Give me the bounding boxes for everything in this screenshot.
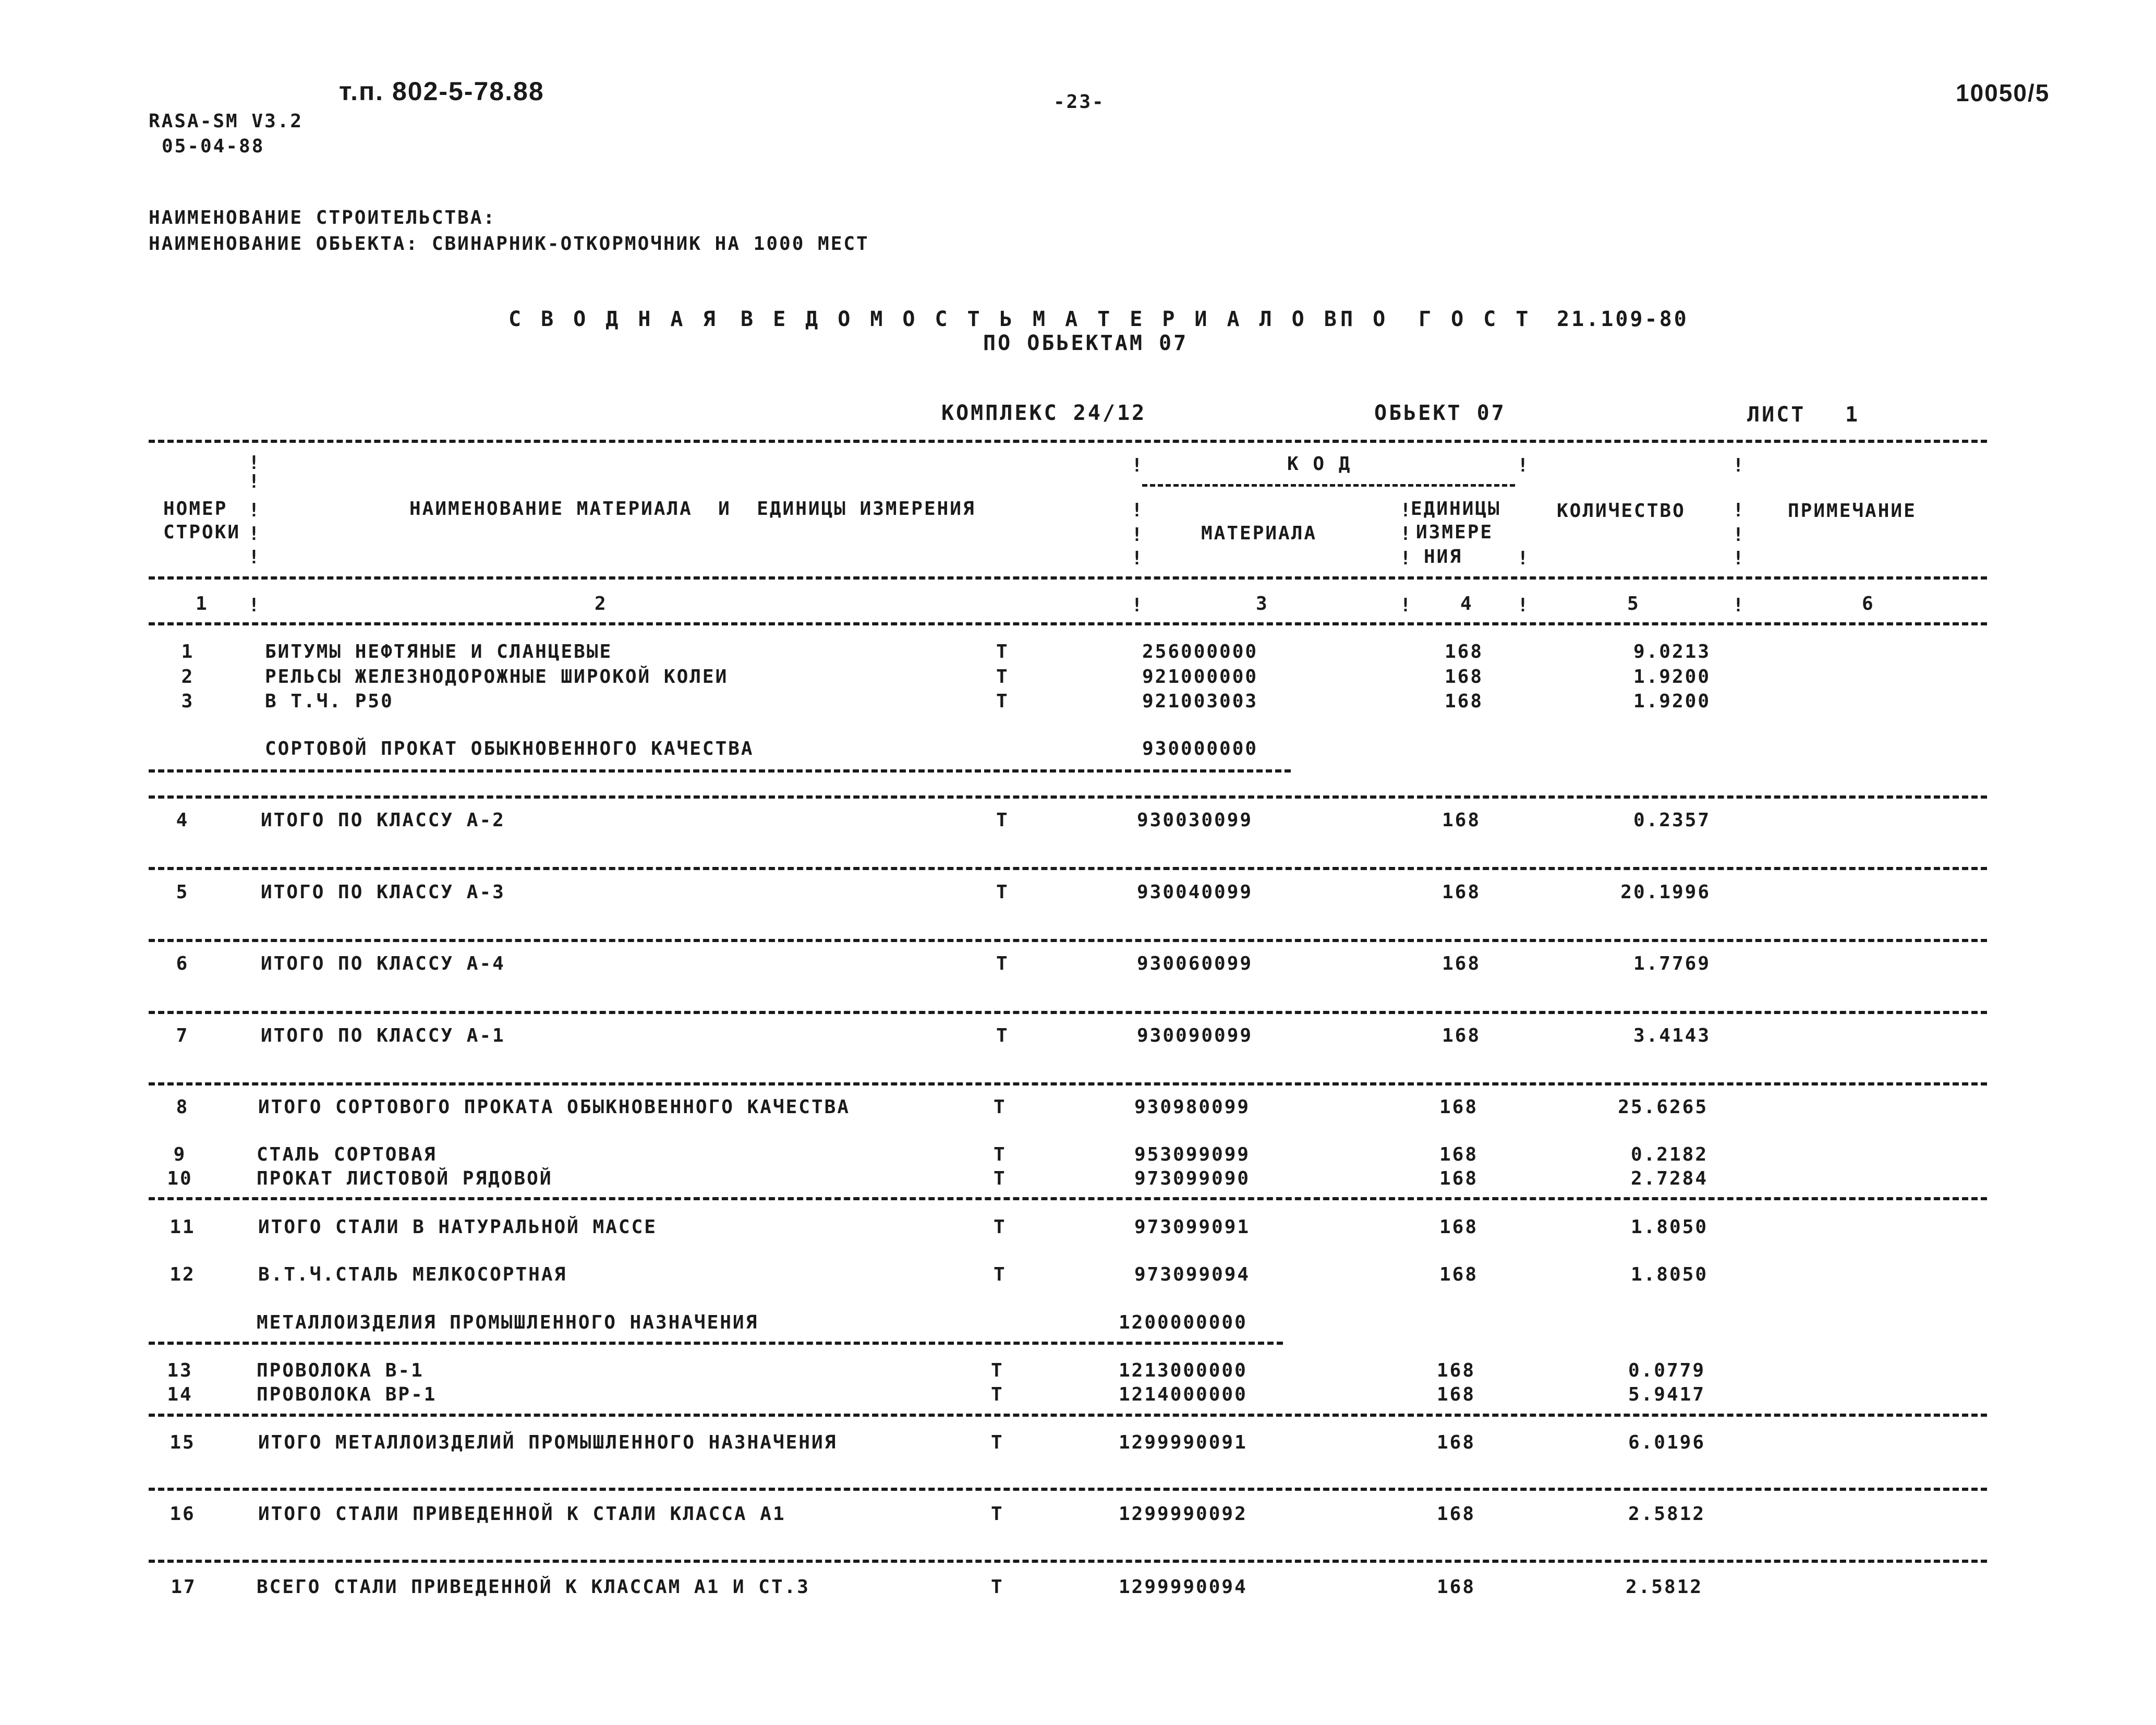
row-quantity: 20.1996 bbox=[1620, 882, 1711, 903]
system-version: RASA-SM V3.2 bbox=[149, 111, 304, 132]
row-measure-unit: Т bbox=[996, 691, 1009, 712]
title-word-4: ПО bbox=[1340, 307, 1406, 331]
row-unit-code: 168 bbox=[1439, 1216, 1479, 1238]
row-quantity: 0.0779 bbox=[1628, 1360, 1705, 1381]
row-material-name: ИТОГО ПО КЛАССУ А-1 bbox=[261, 1025, 505, 1046]
row-number: 15 bbox=[169, 1432, 196, 1453]
section-rule bbox=[149, 769, 1291, 773]
row-measure-unit: Т bbox=[996, 882, 1009, 903]
row-measure-unit: Т bbox=[994, 1168, 1007, 1189]
row-material-code: 973099091 bbox=[1134, 1216, 1251, 1238]
row-quantity: 0.2182 bbox=[1630, 1144, 1708, 1165]
row-material-name: ИТОГО ПО КЛАССУ А-4 bbox=[261, 953, 505, 974]
page-number: -23- bbox=[1053, 91, 1105, 113]
row-number: 16 bbox=[169, 1503, 196, 1525]
row-unit-code: 168 bbox=[1437, 1360, 1476, 1381]
row-measure-unit: Т bbox=[991, 1360, 1004, 1381]
row-measure-unit: Т bbox=[994, 1264, 1007, 1285]
row-number: 12 bbox=[169, 1264, 196, 1285]
title-word-3: МАТЕРИАЛОВ bbox=[1033, 307, 1356, 331]
row-quantity: 5.9417 bbox=[1628, 1384, 1705, 1405]
section-rule bbox=[149, 1488, 1987, 1491]
separator-mark: ! bbox=[248, 523, 260, 545]
row-material-name: ПРОВОЛОКА В-1 bbox=[257, 1360, 424, 1381]
row-number: 17 bbox=[171, 1576, 197, 1598]
row-material-name: ПРОКАТ ЛИСТОВОЙ РЯДОВОЙ bbox=[257, 1168, 553, 1189]
sheet-code: 10050/5 bbox=[1956, 79, 2050, 106]
title-word-1: СВОДНАЯ bbox=[508, 307, 735, 331]
row-quantity: 9.0213 bbox=[1633, 641, 1711, 662]
row-measure-unit: Т bbox=[994, 1144, 1007, 1165]
row-number: 3 bbox=[181, 691, 195, 712]
separator-mark: ! bbox=[248, 547, 260, 568]
row-measure-unit: Т bbox=[996, 810, 1009, 831]
row-number: 4 bbox=[176, 810, 189, 831]
row-material-name: В Т.Ч. Р50 bbox=[265, 691, 394, 712]
section-rule bbox=[149, 1342, 1283, 1345]
col-unit-line3: НИЯ bbox=[1424, 546, 1463, 568]
col-unit-line2: ИЗМЕРЕ bbox=[1416, 522, 1494, 543]
separator-mark: ! bbox=[1400, 548, 1411, 569]
row-number: 7 bbox=[176, 1025, 189, 1046]
separator-mark: ! bbox=[1517, 548, 1529, 569]
col-num-6: 6 bbox=[1862, 593, 1875, 614]
row-measure-unit: Т bbox=[991, 1576, 1004, 1598]
row-material-code: 1214000000 bbox=[1119, 1384, 1247, 1405]
row-material-code: 921003003 bbox=[1142, 691, 1258, 712]
table-top-rule bbox=[149, 440, 1987, 443]
section-rule bbox=[149, 1082, 1987, 1085]
row-material-code: 953099099 bbox=[1134, 1144, 1251, 1165]
row-material-code: 1299990094 bbox=[1119, 1576, 1247, 1598]
section-rule bbox=[149, 867, 1987, 870]
row-material-name: ИТОГО СОРТОВОГО ПРОКАТА ОБЫКНОВЕННОГО КАЧЕСТВА bbox=[258, 1096, 850, 1118]
col-row-no-line1: НОМЕР bbox=[163, 498, 228, 520]
row-unit-code: 168 bbox=[1439, 1096, 1479, 1118]
row-number: 1 bbox=[181, 641, 195, 662]
object-number: ОБЬЕКТ 07 bbox=[1374, 401, 1506, 425]
row-material-name: ИТОГО СТАЛИ В НАТУРАЛЬНОЙ МАССЕ bbox=[258, 1216, 657, 1238]
row-number: 6 bbox=[176, 953, 189, 974]
row-measure-unit: Т bbox=[991, 1384, 1004, 1405]
title-word-2: ВЕДОМОСТЬ bbox=[741, 307, 1032, 331]
col-num-2: 2 bbox=[595, 593, 608, 614]
row-number: 8 bbox=[176, 1096, 189, 1118]
separator-mark: ! bbox=[1400, 500, 1411, 521]
row-measure-unit: Т bbox=[991, 1503, 1004, 1525]
row-measure-unit: Т bbox=[991, 1432, 1004, 1453]
row-quantity: 0.2357 bbox=[1633, 810, 1711, 831]
header-rule bbox=[149, 576, 1987, 580]
separator-mark: ! bbox=[1131, 595, 1143, 616]
object-label: НАИМЕНОВАНИЕ ОБЬЕКТА: СВИНАРНИК-ОТКОРМОЧНИК НА 1000 МЕСТ bbox=[149, 233, 869, 255]
row-unit-code: 168 bbox=[1437, 1576, 1476, 1598]
row-number: 5 bbox=[176, 882, 189, 903]
row-material-name: СОРТОВОЙ ПРОКАТ ОБЫКНОВЕННОГО КАЧЕСТВА bbox=[265, 738, 754, 759]
separator-mark: ! bbox=[1517, 595, 1529, 616]
document-reference: т.п. 802-5-78.88 bbox=[339, 77, 544, 106]
row-unit-code: 168 bbox=[1445, 666, 1484, 687]
separator-mark: ! bbox=[1131, 548, 1143, 569]
row-material-code: 973099094 bbox=[1134, 1264, 1251, 1285]
section-rule bbox=[149, 1011, 1987, 1014]
col-num-4: 4 bbox=[1460, 593, 1473, 614]
col-num-5: 5 bbox=[1627, 593, 1640, 614]
row-measure-unit: Т bbox=[996, 1025, 1009, 1046]
separator-mark: ! bbox=[1733, 455, 1744, 476]
row-unit-code: 168 bbox=[1442, 882, 1481, 903]
separator-mark: ! bbox=[1131, 524, 1143, 546]
row-number: 13 bbox=[167, 1360, 193, 1381]
gost-number: 21.109-80 bbox=[1557, 307, 1689, 331]
row-number: 9 bbox=[173, 1144, 187, 1165]
column-number-rule bbox=[149, 622, 1987, 625]
row-measure-unit: Т bbox=[994, 1096, 1007, 1118]
separator-mark: ! bbox=[248, 595, 260, 616]
row-unit-code: 168 bbox=[1437, 1384, 1476, 1405]
col-row-no-line2: СТРОКИ bbox=[163, 522, 241, 543]
row-unit-code: 168 bbox=[1439, 1264, 1479, 1285]
row-material-code: 930040099 bbox=[1137, 882, 1253, 903]
row-quantity: 1.9200 bbox=[1633, 666, 1711, 687]
row-quantity: 1.7769 bbox=[1633, 953, 1711, 974]
row-unit-code: 168 bbox=[1442, 810, 1481, 831]
section-rule bbox=[149, 1560, 1987, 1563]
row-material-name: РЕЛЬСЫ ЖЕЛЕЗНОДОРОЖНЫЕ ШИРОКОЙ КОЛЕИ bbox=[265, 666, 729, 687]
row-number: 14 bbox=[167, 1384, 193, 1405]
construction-label: НАИМЕНОВАНИЕ СТРОИТЕЛЬСТВА: bbox=[149, 207, 496, 228]
col-quantity: КОЛИЧЕСТВО bbox=[1557, 500, 1686, 522]
col-material-name: НАИМЕНОВАНИЕ МАТЕРИАЛА И ЕДИНИЦЫ ИЗМЕРЕНИЯ bbox=[409, 498, 976, 520]
row-material-code: 1200000000 bbox=[1119, 1312, 1247, 1333]
row-quantity: 6.0196 bbox=[1628, 1432, 1705, 1453]
row-measure-unit: Т bbox=[996, 953, 1009, 974]
row-material-name: БИТУМЫ НЕФТЯНЫЕ И СЛАНЦЕВЫЕ bbox=[265, 641, 613, 662]
title-word-5: ГОСТ bbox=[1419, 307, 1548, 331]
row-material-name: СТАЛЬ СОРТОВАЯ bbox=[257, 1144, 437, 1165]
row-number: 10 bbox=[167, 1168, 193, 1189]
row-number: 11 bbox=[169, 1216, 196, 1238]
row-unit-code: 168 bbox=[1439, 1144, 1479, 1165]
sheet-label: ЛИСТ bbox=[1747, 403, 1806, 427]
row-unit-code: 168 bbox=[1442, 1025, 1481, 1046]
row-material-code: 930000000 bbox=[1142, 738, 1258, 759]
row-material-name: МЕТАЛЛОИЗДЕЛИЯ ПРОМЫШЛЕННОГО НАЗНАЧЕНИЯ bbox=[257, 1312, 759, 1333]
row-material-code: 1299990091 bbox=[1119, 1432, 1247, 1453]
sheet-value: 1 bbox=[1845, 403, 1860, 427]
col-unit-line1: ЕДИНИЦЫ bbox=[1411, 498, 1501, 520]
row-material-name: ПРОВОЛОКА ВР-1 bbox=[257, 1384, 437, 1405]
col-note: ПРИМЕЧАНИЕ bbox=[1788, 500, 1917, 522]
row-quantity: 25.6265 bbox=[1618, 1096, 1708, 1118]
row-material-code: 973099090 bbox=[1134, 1168, 1251, 1189]
row-material-name: ИТОГО ПО КЛАССУ А-2 bbox=[261, 810, 505, 831]
row-material-code: 930060099 bbox=[1137, 953, 1253, 974]
separator-mark: ! bbox=[1131, 500, 1143, 521]
separator-mark: ! bbox=[248, 500, 260, 521]
separator-mark: ! bbox=[1400, 523, 1411, 545]
row-unit-code: 168 bbox=[1437, 1503, 1476, 1525]
col-num-1: 1 bbox=[196, 593, 209, 614]
title-subline: ПО ОБЬЕКТАМ 07 bbox=[983, 331, 1189, 355]
row-quantity: 2.7284 bbox=[1630, 1168, 1708, 1189]
section-rule bbox=[149, 939, 1987, 942]
print-date: 05-04-88 bbox=[162, 136, 265, 157]
row-quantity: 2.5812 bbox=[1625, 1576, 1703, 1598]
separator-mark: ! bbox=[1517, 455, 1529, 476]
col-code: К О Д bbox=[1287, 453, 1352, 475]
row-material-code: 921000000 bbox=[1142, 666, 1258, 687]
section-rule bbox=[149, 795, 1987, 799]
row-material-code: 930030099 bbox=[1137, 810, 1253, 831]
row-quantity: 3.4143 bbox=[1633, 1025, 1711, 1046]
row-quantity: 1.8050 bbox=[1630, 1264, 1708, 1285]
row-unit-code: 168 bbox=[1442, 953, 1481, 974]
separator-mark: ! bbox=[1131, 455, 1143, 476]
row-unit-code: 168 bbox=[1445, 641, 1484, 662]
row-quantity: 2.5812 bbox=[1628, 1503, 1705, 1525]
row-material-code: 256000000 bbox=[1142, 641, 1258, 662]
row-material-code: 930980099 bbox=[1134, 1096, 1251, 1118]
row-quantity: 1.8050 bbox=[1630, 1216, 1708, 1238]
row-material-name: ИТОГО ПО КЛАССУ А-3 bbox=[261, 882, 505, 903]
row-material-code: 930090099 bbox=[1137, 1025, 1253, 1046]
code-subheader-rule bbox=[1142, 484, 1515, 487]
row-unit-code: 168 bbox=[1439, 1168, 1479, 1189]
row-material-code: 1299990092 bbox=[1119, 1503, 1247, 1525]
separator-mark: ! bbox=[1733, 524, 1744, 546]
row-material-name: В.Т.Ч.СТАЛЬ МЕЛКОСОРТНАЯ bbox=[258, 1264, 567, 1285]
row-unit-code: 168 bbox=[1437, 1432, 1476, 1453]
row-measure-unit: Т bbox=[994, 1216, 1007, 1238]
separator-mark: ! bbox=[1400, 595, 1411, 616]
row-material-name: ИТОГО СТАЛИ ПРИВЕДЕННОЙ К СТАЛИ КЛАССА А1 bbox=[258, 1503, 786, 1525]
row-unit-code: 168 bbox=[1445, 691, 1484, 712]
separator-mark: ! bbox=[248, 471, 260, 492]
row-quantity: 1.9200 bbox=[1633, 691, 1711, 712]
separator-mark: ! bbox=[1733, 595, 1744, 616]
row-number: 2 bbox=[181, 666, 195, 687]
complex-label: КОМПЛЕКС 24/12 bbox=[941, 401, 1147, 425]
separator-mark: ! bbox=[1733, 548, 1744, 569]
col-code-material: МАТЕРИАЛА bbox=[1201, 523, 1317, 544]
separator-mark: ! bbox=[248, 452, 260, 474]
col-num-3: 3 bbox=[1256, 593, 1269, 614]
separator-mark: ! bbox=[1733, 500, 1744, 521]
section-rule bbox=[149, 1414, 1987, 1417]
section-rule bbox=[149, 1197, 1987, 1200]
row-measure-unit: Т bbox=[996, 666, 1009, 687]
row-material-code: 1213000000 bbox=[1119, 1360, 1247, 1381]
row-material-name: ВСЕГО СТАЛИ ПРИВЕДЕННОЙ К КЛАССАМ А1 И СТ.3 bbox=[257, 1576, 810, 1598]
row-measure-unit: Т bbox=[996, 641, 1009, 662]
row-material-name: ИТОГО МЕТАЛЛОИЗДЕЛИЙ ПРОМЫШЛЕННОГО НАЗНАЧЕНИЯ bbox=[258, 1432, 838, 1453]
